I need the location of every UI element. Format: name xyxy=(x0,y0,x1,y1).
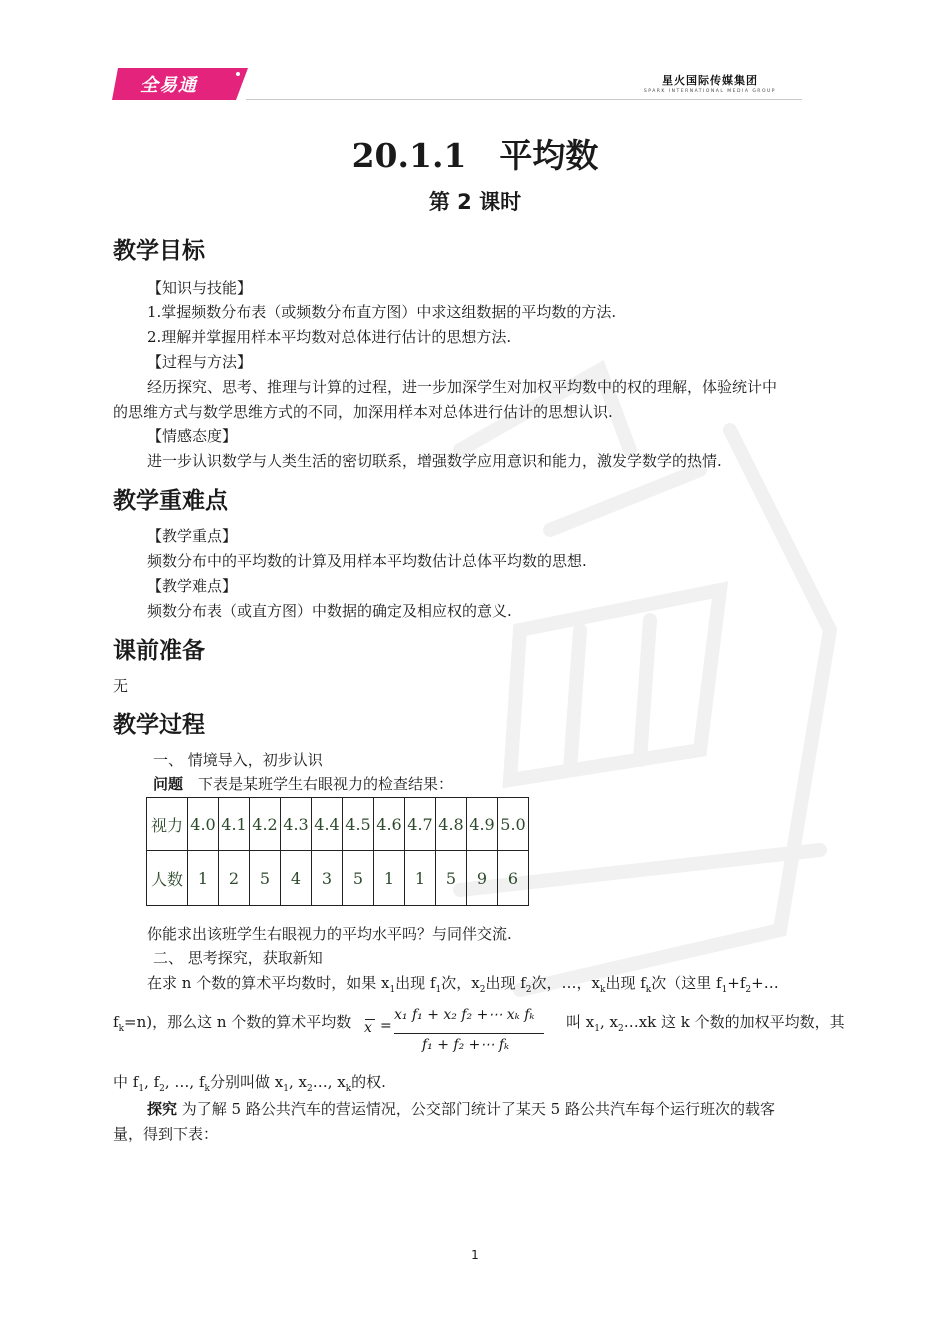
label-knowledge: 【知识与技能】 xyxy=(147,279,253,297)
process-text-2: 的思维方式与数学思维方式的不同，加深用样本对总体进行估计的思想认识. xyxy=(113,403,613,421)
page-title: 20.1.1 平均数 xyxy=(351,136,599,175)
heading-key-points: 教学重难点 xyxy=(113,488,228,514)
table-cell: 4.0 xyxy=(188,798,219,851)
table-cell: 4.1 xyxy=(219,798,250,851)
table-cell: 6 xyxy=(498,851,529,906)
table-row-vision xyxy=(147,798,529,851)
preparation-text: 无 xyxy=(113,677,129,695)
explore-text-2: 量，得到下表： xyxy=(113,1125,219,1143)
label-difficulty: 【教学难点】 xyxy=(147,577,238,595)
page-number: 1 xyxy=(471,1248,479,1262)
publisher-name: 星火国际传媒集团 xyxy=(661,74,758,87)
publisher-mark xyxy=(644,72,776,94)
label-attitude: 【情感态度】 xyxy=(147,427,238,445)
brand-logo-text: 全易通 xyxy=(140,75,197,96)
weighted-line-3: 中 $f_1$, $f_2$, …, $f_k$分别叫做 $x_1$, $x_2\dots$, $x_k$的权. xyxy=(113,1073,386,1094)
question-text: 下表是某班学生右眼视力的检查结果： xyxy=(183,775,454,793)
table-cell: 4.7 xyxy=(405,798,436,851)
explore-line-1 xyxy=(113,1097,872,1122)
formula-denominator: f₁ + f₂ +⋯ fₖ xyxy=(422,1037,510,1053)
formula-numerator: x₁ f₁ + x₂ f₂ +⋯ xₖ fₖ xyxy=(394,1007,535,1023)
weighted-line-1: 在求 n 个数的算术平均数时，如果 $x_1$出现 $f_1$次，$x_2$出现 $f_2$次，…，$x_k$出现 $f_k$次（这里 $f_1+f_2+\dots$ xyxy=(147,974,779,995)
page-header xyxy=(112,66,802,102)
explore-text-1: 为了解 5 路公共汽车的营运情况，公交部门统计了某天 5 路公共汽车每个运行班次的载客 xyxy=(177,1100,775,1118)
weighted-line-2b: 叫 $x_1$, $x_2\dots xk$ 这 k 个数的加权平均数，其 xyxy=(566,1013,845,1034)
table-cell: 4.8 xyxy=(436,798,467,851)
attitude-text: 进一步认识数学与人类生活的密切联系，增强数学应用意识和能力，激发学数学的热情. xyxy=(147,452,722,470)
focus-text: 频数分布中的平均数的计算及用样本平均数估计总体平均数的思想. xyxy=(147,552,587,570)
heading-goals: 教学目标 xyxy=(113,238,205,264)
formula-equals: = xyxy=(380,1018,392,1034)
table-cell: 4.4 xyxy=(312,798,343,851)
table-cell: 1 xyxy=(188,851,219,906)
process-text-1: 经历探究、思考、推理与计算的过程，进一步加深学生对加权平均数中的权的理解，体验统计中 xyxy=(147,378,778,396)
table-cell: 2 xyxy=(219,851,250,906)
step-2-heading: 二、 思考探究，获取新知 xyxy=(153,949,323,967)
weighted-line-2a: $f_k=n$)，那么这 n 个数的算术平均数 xyxy=(113,1013,352,1034)
difficulty-text: 频数分布表（或直方图）中数据的确定及相应权的意义. xyxy=(147,602,512,620)
lesson-subtitle: 第 2 课时 xyxy=(428,190,522,214)
table-header-count: 人数 xyxy=(147,851,188,906)
step-1-heading: 一、 情境导入，初步认识 xyxy=(153,751,323,769)
table-cell: 4 xyxy=(281,851,312,906)
label-focus: 【教学重点】 xyxy=(147,527,238,545)
followup-question: 你能求出该班学生右眼视力的平均水平吗？与同伴交流. xyxy=(147,925,512,943)
question-label: 问题 xyxy=(153,775,184,793)
table-cell: 5 xyxy=(343,851,374,906)
table-row-count xyxy=(147,851,529,906)
explore-label: 探究 xyxy=(147,1100,178,1118)
table-cell: 1 xyxy=(374,851,405,906)
weighted-mean-formula xyxy=(364,1003,550,1063)
table-cell: 4.9 xyxy=(467,798,498,851)
question-line xyxy=(113,772,878,797)
table-cell: 4.2 xyxy=(250,798,281,851)
table-cell: 1 xyxy=(405,851,436,906)
formula-fraction-bar xyxy=(394,1033,544,1034)
table-cell: 9 xyxy=(467,851,498,906)
formula-xbar: x xyxy=(364,1020,372,1036)
table-cell: 3 xyxy=(312,851,343,906)
knowledge-item-2: 2.理解并掌握用样本平均数对总体进行估计的思想方法. xyxy=(147,328,512,346)
header-divider xyxy=(246,99,802,100)
heading-process: 教学过程 xyxy=(113,712,205,738)
formula-xbar-line xyxy=(365,1019,375,1020)
table-cell: 5 xyxy=(250,851,281,906)
table-cell: 5 xyxy=(436,851,467,906)
label-process: 【过程与方法】 xyxy=(147,353,253,371)
knowledge-item-1: 1.掌握频数分布表（或频数分布直方图）中求这组数据的平均数的方法. xyxy=(147,303,617,321)
publisher-subtitle: SPARK INTERNATIONAL MEDIA GROUP xyxy=(643,89,776,94)
table-cell: 4.6 xyxy=(374,798,405,851)
table-cell: 5.0 xyxy=(498,798,529,851)
table-cell: 4.5 xyxy=(343,798,374,851)
vision-table xyxy=(146,797,529,906)
heading-preparation: 课前准备 xyxy=(113,638,205,664)
table-header-vision: 视力 xyxy=(147,798,188,851)
table-cell: 4.3 xyxy=(281,798,312,851)
